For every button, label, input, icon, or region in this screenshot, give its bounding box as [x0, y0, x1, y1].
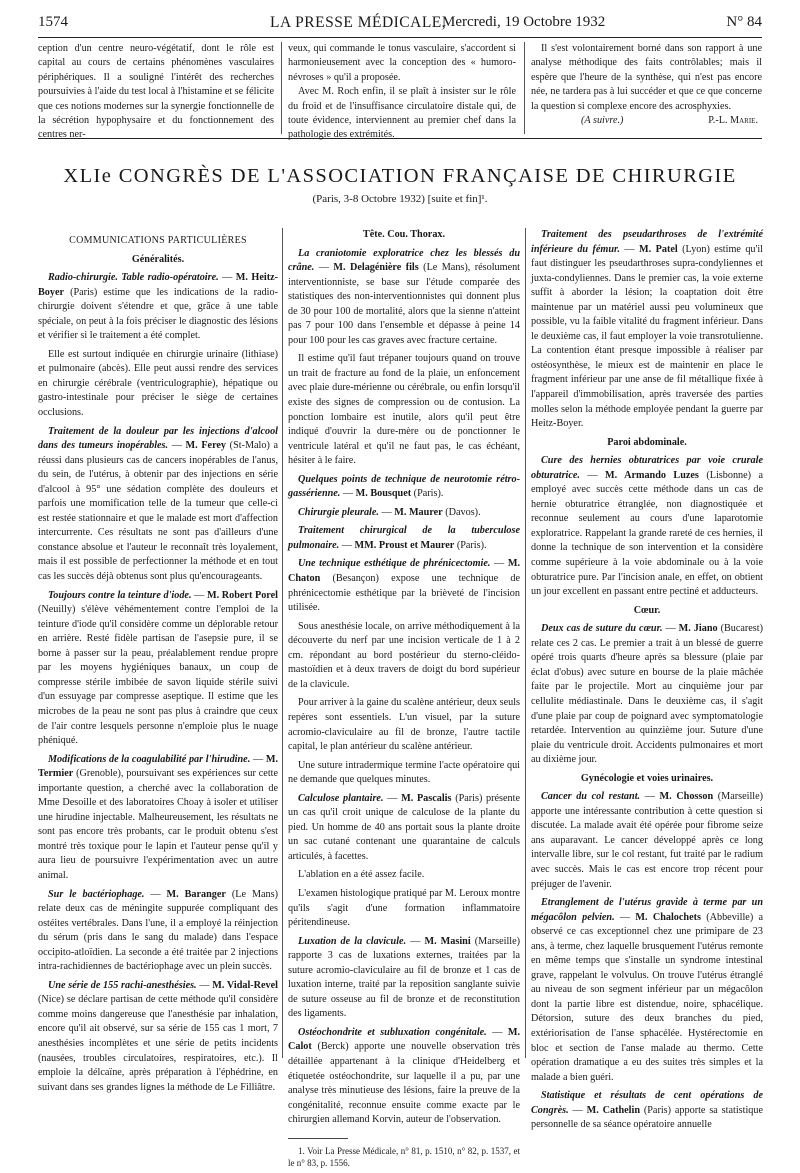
article-etranglement: Etranglement de l'utérus gravide à terme par un mégacôlon pelvien. — M. Chalochets (Abbeville) a observé ce cas exceptionnel chez une primipare de 23 ans, à terme, chez laquelle brusquement l'utérus remonte en même temps que s'installe un syndrome intestinal grave, rappelant le volvulus. On trouve l'utérus étranglé au niveau de son segment inférieur par un mégacôlon dont la partie libre est distendue, noire, sphacélique. Détorsion, suture des deux branches du pied, extériorisation de l'anse sphacélée. Hystérectomie en bloc et section de l'anse malade au thermo. Cette opération dramatique a eu des suites très simples et la malade a bien guéri.	[531, 897, 764, 1083]
top-column-3	[531, 42, 762, 128]
article-neurotomie: Quelques points de technique de neurotomie rétro-gassérienne. — M. Bousquet (Paris).	[288, 473, 520, 500]
footnote: 1. Voir La Presse Médicale, n° 81, p. 1510, n° 82, p. 1537, et le n° 83, p. 1556.	[288, 1145, 520, 1168]
top-col3-text: Il s'est volontairement borné dans son rapport à une analyse méthodique des faits contrôlables; mais il espère que l'heure de la synthèse, qui n'est pas encore née, ne tardera pas à lui succéder et que ce que concerne la question si complexe encore des acrosphyxies.	[531, 43, 762, 112]
article-suture-coeur: Deux cas de suture du cœur. — M. Jiano (Bucarest) relate ces 2 cas. Le premier a trait à un blessé de guerre opéré trois quarts d'heure après sa blessure (plaie par éclat d'obus) avec suture en bourse de la plaie mâchée faite par le projectile. Mort au cinquième jour par cellulite médiastinale. Dans le deuxième cas, il s'agit d'une plaie par coup de poignard avec symptomatologie retardée. Intervention au quinzième jour. Suture d'une plaie du ventricule droit. Accidents pulmonaires et mort au dixième jour.	[531, 623, 763, 766]
article-teinture-iode: Toujours contre la teinture d'iode. — M. Robert Porel (Neuilly) s'élève véhémentement contre l'emploi de la teinture d'iode qu'il considère comme un déplorable retour en arrière. Resté fidèle partisan de l'asepsie pure, il se borne à passer sur la peau, préalablement rendue propre par les moyens hygiéniques banaux, un coup de compresse stérile imbibée de savon liquide stérile suivi d'un essuyage par compresse aseptique. Il estime que les microbes de la peau ne sont pas plus à craindre que ceux de l'air contre lesquels personne n'emploie plus le nuage phéniqué.	[38, 589, 278, 747]
section-heading: Tête. Cou. Thorax.	[362, 229, 446, 240]
article-calculose: Calculose plantaire. — M. Pascalis (Paris) présente un cas qu'il croit unique de calculose de la plante du pied. Un homme de 40 ans portait sous la plante droite un sac cutané contenant une quarantaine de calculs articulés, à facettes.	[288, 792, 520, 862]
author-signature: P.-L. Marie.	[708, 115, 758, 127]
column-separator	[525, 228, 526, 1058]
article-hirudine: Modifications de la coagulabilité par l'hirudine. — M. Termier (Grenoble), poursuivant ses expériences sur cette importante question, a cherché avec la collaboration de Mme Desoille et des laboratoires Choay à isoler et utiliser une hirudine injectable. Malheureusement, les résultats ne sont pas encore très probants, car le produit obtenu s'est montré très toxique pour le lapin et l'auteur pense qu'il y aura lieu de poursuivre l'expérimentation avec un autre animal.	[38, 753, 279, 881]
top-column-2	[288, 42, 516, 143]
issue-number: N° 84	[726, 14, 762, 30]
section-heading: COMMUNICATIONS PARTICULIÈRES	[69, 235, 247, 246]
main-column-1	[38, 228, 278, 1099]
article-paragraph: Elle est surtout indiquée en chirurgie urinaire (lithiase) et pulmonaire (abcès). Elle peut aussi rendre des services en chirurgie cérébrale (ventriculographie), hépatique ou gastro-intestinale pour préciser le siège de certaines occlusions.	[38, 348, 278, 419]
column-separator	[281, 42, 282, 134]
article-hernies: Cure des hernies obturatrices par voie crurale obturatrice. — M. Armando Luzes (Lisbonne) a employé avec succès cette méthode dans un cas de hernie obturatrice étranglée, non diagnostiquée et reconnue seulement au cours d'une laparotomie exploratrice. Rappelant la grande rareté de ces hernies, il donne la technique de son intervention et la considère comme supérieure à la voie abdominale ou à la voie obturatrice pure. Par l'incision anale, en effet, on obtient un jour excellent en passant entre pectiné et adducteurs.	[531, 455, 764, 598]
main-column-3	[531, 228, 763, 1137]
article-paragraph: L'ablation en a été assez facile.	[298, 869, 425, 881]
article-statistique: Statistique et résultats de cent opérations de Congrès. — M. Cathelin (Paris) apporte sa statistique personnelle de sa séance opératoire annuelle	[531, 1090, 763, 1131]
top-col2-text-a: veux, qui commande le tonus vasculaire, s'accordent si harmonieusement avec la conception des « humoro-névroses » qu'il a proposée.	[288, 43, 516, 83]
article-paragraph: Une suture intradermique termine l'acte opératoire qui ne demande que quelques minutes.	[288, 759, 520, 786]
section-heading: Paroi abdominale.	[607, 436, 687, 448]
subsection-heading: Généralités.	[131, 253, 185, 265]
article-chirurgie-pleurale: Chirurgie pleurale. — M. Maurer (Davos).	[298, 506, 481, 518]
section-heading: Gynécologie et voies urinaires.	[580, 772, 714, 784]
article-paragraph: L'examen histologique pratiqué par M. Leroux montre qu'ils s'agit d'une formation inflammatoire péritendineuse.	[288, 887, 520, 929]
column-separator	[524, 42, 525, 134]
page-header	[38, 14, 762, 36]
top-col2-text-b: Avec M. Roch enfin, il se plaît à insister sur le rôle du froid et de l'insuffisance circulatoire distale qui, de toute évidence, interviennent au premier chef dans la pathologie des extrémités.	[288, 86, 516, 141]
article-cancer-col: Cancer du col restant. — M. Chosson (Marseille) apporte une intéressante contribution à cette question si discutée. La malade avait été opérée pour fibrome seize ans auparavant. Le cancer développé après ce long intervalle libre, sur le col restant, fut traité par le radium avec succès. Mais le cas est encore trop récent pour préjuger de l'avenir.	[531, 791, 764, 890]
article-paragraph: Sous anesthésie locale, on arrive méthodiquement à la découverte du nerf par une incision verticale de 1 à 2 cm. répondant au bord postérieur du sterno-cléido-mastoïdien et à deux travers de doigt du bord supérieur de la clavicule.	[288, 620, 520, 690]
column-separator	[282, 228, 283, 1058]
article-tuberculose: Traitement chirurgical de la tuberculose pulmonaire. — MM. Proust et Maurer (Paris).	[288, 525, 520, 551]
article-phrenicectomie: Une technique esthétique de phrénicectomie. — M. Chaton (Besançon) expose une technique de phrénicectomie esthétique par la brièveté de l'incision utilisée.	[288, 558, 521, 614]
section-rule	[38, 138, 762, 139]
article-bacteriophage: Sur le bactériophage. — M. Baranger (Le Mans) relate deux cas de méningite suppurée compliquant des ostéites vertébrales. Dans l'une, il a employé la réinjection du sérum (pris dans le sang du malade) dans l'espace occipito-atloïdien. La seconde a été traitée par 2 injections intra-rachidiennes de bactériophage avec un plein succès.	[38, 888, 278, 973]
top-column-1	[38, 42, 274, 143]
article-paragraph: Pour arriver à la gaine du scalène antérieur, deux seuls repères sont essentiels. L'un visuel, par la suture acromio-claviculaire au fil de bronze, l'autre tactile capital, le plan antérieur du scalène antérieur.	[288, 697, 520, 753]
header-rule	[38, 37, 762, 38]
article-craniotomie: La craniotomie exploratrice chez les blessés du crâne. — M. Delagénière fils (Le Mans), résolument interventionniste, se base sur l'étude comparée des statistiques des non-interventionnistes qui donnent plus de 30 pour 100 de mortalité, alors que la sienne n'atteint pas 7 pour 100 dans l'ensemble et dépasse à peine 14 pour 100 pour les cas graves avec fracture certaine.	[288, 247, 521, 346]
article-pseudarthroses: Traitement des pseudarthroses de l'extrémité inférieure du fémur. — M. Patel (Lyon) estime qu'il faut distinguer les pseudarthroses supra-condyliennes et juxta-condyliennes. Dans le premier cas, la voie externe suffit à aborder la lésion; la coaptation doit être maintenue par un matériel aussi peu volumineux que possible, vu la faible vitalité du fragment inférieur. Dans le deuxième cas, il faut employer la voie transrotulienne. La contention étant presque impossible à réaliser par ostéosynthèse, le mieux est de maintenir en place le fragment inférieur par une anse de fil métallique fixée à l'appareil d'immobilisation, après traversée des parties molles selon la méthode employée pendant la guerre par Heitz-Boyer.	[531, 229, 764, 430]
page-number: 1574	[38, 14, 68, 30]
article-osteochondrite: Ostéochondrite et subluxation congénitale. — M. Calot (Berck) apporte une nouvelle observation très détaillée appartenant à la clinique d'Heidelberg et étiquetée ostéochondrite, sur laquelle il a pu, par une analyse très minutieuse des lésions, faire la preuve de la congénitalité, reconnue ensuite comme exacte par le chirurgien allemand Korvin, auteur de l'observation.	[288, 1026, 521, 1126]
congress-title: XLIe CONGRÈS DE L'ASSOCIATION FRANÇAISE DE CHIRURGIE	[63, 165, 737, 187]
article-paragraph: Il estime qu'il faut trépaner toujours quand on trouve un trait de fracture au fond de la plaie, un enfoncement avec plaie dure-mérienne ou cérébrale, ou enfin lorsqu'il existe des signes de compression ou de contusion. La ponction lombaire est inutile, alors qu'il peut être indiqué d'ouvrir la dure-mère ou de ponctionner le ventricule latéral et qu'il ne faut pas, le cas échéant, hésiter à le faire.	[288, 353, 520, 467]
issue-date: Mercredi, 19 Octobre 1932	[442, 14, 606, 30]
top-col1-text: ception d'un centre neuro-végétatif, dont le rôle est capital au cours de certains phénomènes vasculaires périphériques. Il a souligné l'intérêt des recherches poursuivies à l'aide du test local à l'histamine et se félicite que ces notions modernes sur la synergie fonctionnelle de la sécrétion hypophysaire et du fonctionnement des centres ner-	[38, 43, 274, 141]
main-column-2	[288, 228, 520, 1173]
signature-line	[531, 114, 762, 128]
to-be-continued: (A suivre.)	[581, 115, 624, 127]
article-radio-chirurgie: Radio-chirurgie. Table radio-opératoire. — M. Heitz-Boyer (Paris) estime que les indications de la radio-chirurgie doivent s'étendre et que, grâce à une table spéciale, on peut à la fois préciser le diagnostic des lésions et vérifier si le traitement a été complet.	[38, 272, 279, 342]
congress-subtitle: (Paris, 3-8 Octobre 1932) [suite et fin]¹.	[312, 193, 488, 205]
section-heading: Cœur.	[633, 604, 661, 616]
article-luxation: Luxation de la clavicule. — M. Masini (Marseille) rapporte 3 cas de luxations externes, traitées par la suture acromio-claviculaire au fil de bronze et 1 cas de luxation interne, traité par la reposition sanglante suivie de suture osseuse au fil de bronze et de reconstitution des ligaments.	[288, 935, 521, 1020]
article-rachi-anesthesies: Une série de 155 rachi-anesthésies. — M. Vidal-Revel (Nice) se déclare partisan de cette méthode qu'il considère comme moins dangereuse que l'anesthésie par inhalation, encore qu'il ait observé, sur sa série de 155 cas 1 mort, 7 anesthésies incomplètes et une série de petits incidents (nausées, troubles circulatoires, respiratoires, etc.). Il emploie la délcaïne, après préparation à l'éphédrine, en suivant dans ses grandes lignes la méthode de Le Filliâtre.	[38, 979, 278, 1093]
footnote-rule	[288, 1138, 348, 1139]
article-douleur: Traitement de la douleur par les injections d'alcool dans des tumeurs inopérables. — M. Ferey (St-Malo) a réussi dans plusieurs cas de cancers inopérables de l'anus, du sein, de l'utérus, à obtenir par des injections en série d'alcool à 95° une sédation complète des douleurs et parfois une momification telle de la tumeur que celle-ci est restée stationnaire et que le malade est mort d'affection intercurrente. Ces résultats ne sont pas d'ailleurs d'une constance absolue et l'auteur le reconnaît très loyalement, mais il est possible de perfectionner la méthode et en tout cas les succès déjà obtenus sont plus qu'encourageants.	[38, 425, 279, 583]
journal-name: LA PRESSE MÉDICALE,	[270, 14, 447, 31]
